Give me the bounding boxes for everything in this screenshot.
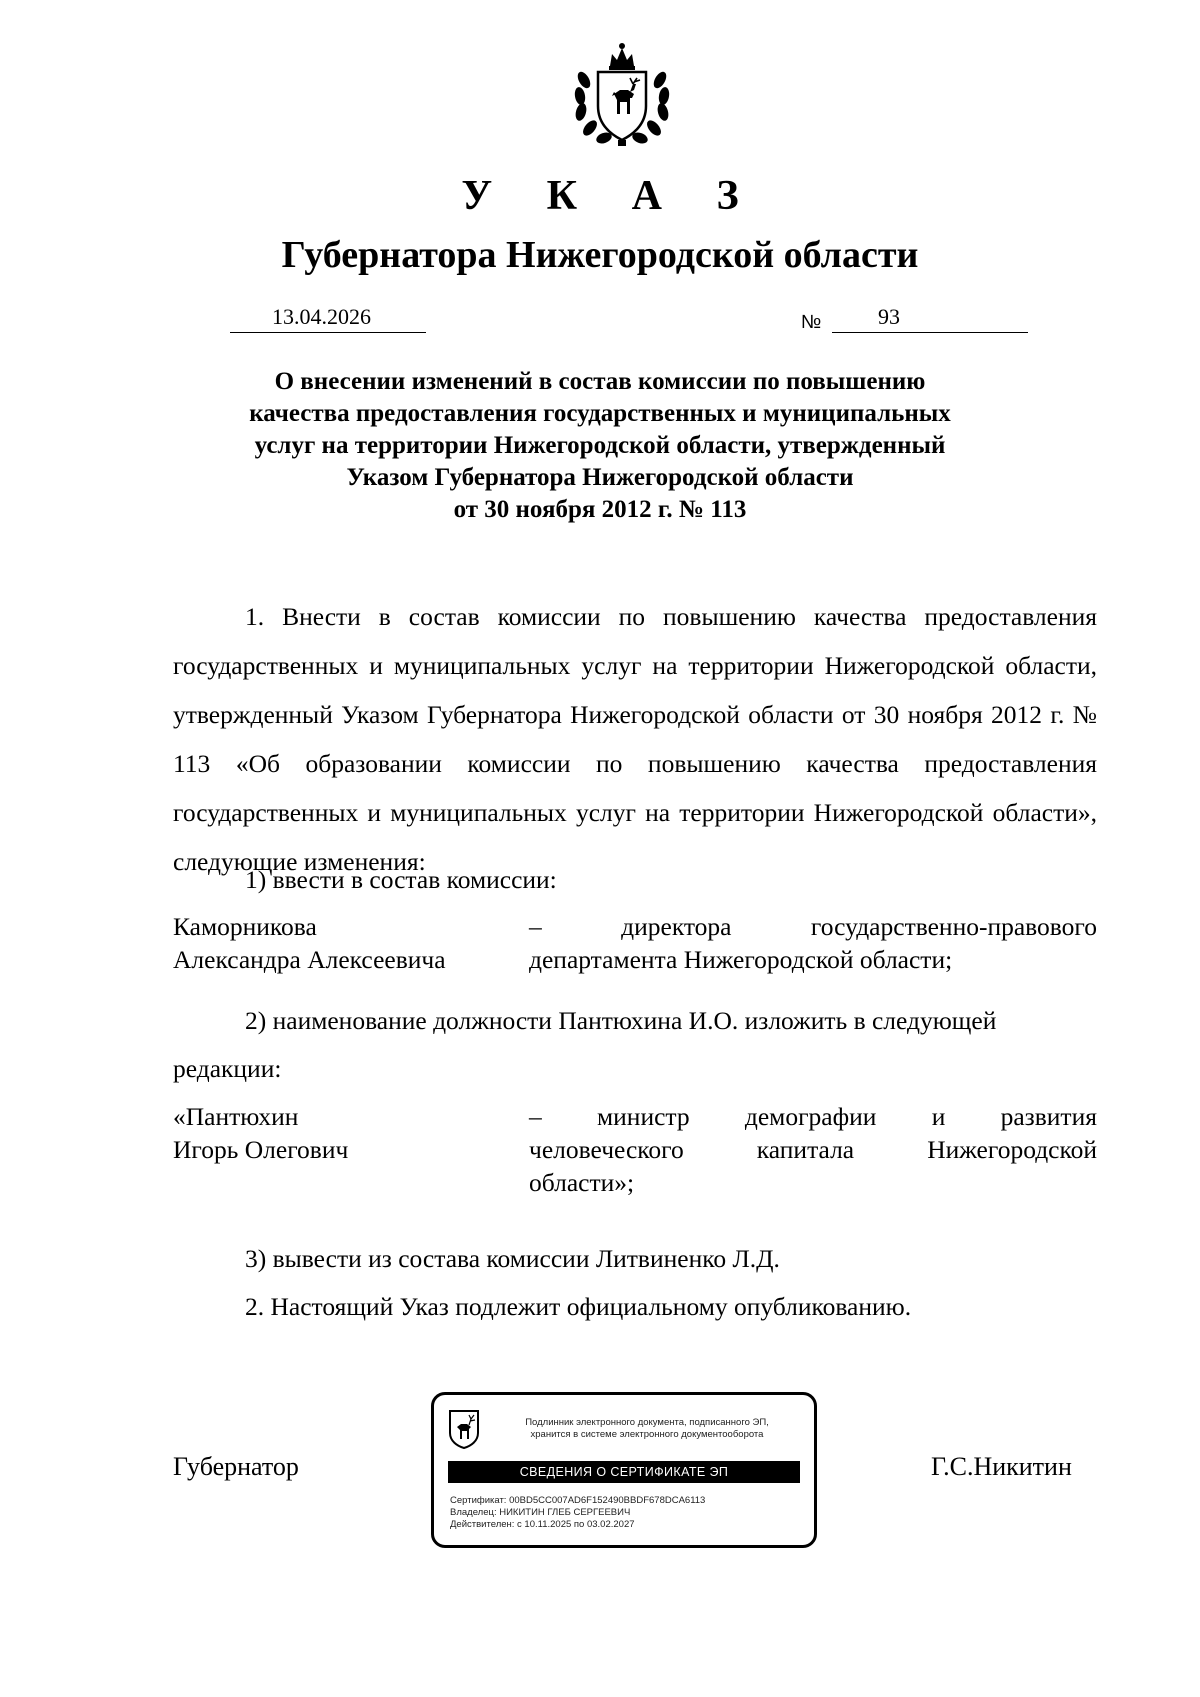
electronic-signature-stamp: [431, 1392, 817, 1548]
document-subject: [180, 366, 1020, 526]
item-2: 2) наименование должности Пантюхина И.О. изложить в следующей: [245, 1006, 997, 1035]
word: человеческого: [529, 1135, 684, 1164]
certificate-owner: Владелец: НИКИТИН ГЛЕБ СЕРГЕЕВИЧ: [450, 1507, 631, 1518]
member-given-name: Александра Алексеевича: [173, 945, 446, 974]
word: государственно-правового: [810, 912, 1097, 941]
word: демографии: [744, 1102, 877, 1131]
description-line: департамента Нижегородской области;: [529, 945, 953, 974]
coat-of-arms-icon: [448, 1409, 480, 1449]
issuer-title: Губернатора Нижегородской области: [281, 234, 919, 276]
member-entry-2: [173, 1100, 1097, 1200]
subject-line: О внесении изменений в состав комиссии по повышению: [274, 368, 926, 395]
item-1: 1) ввести в состав комиссии:: [245, 865, 557, 894]
subject-line: Указом Губернатора Нижегородской области: [346, 464, 854, 491]
certificate-validity: Действителен: с 10.11.2025 по 03.02.2027: [450, 1519, 635, 1530]
document-number-field: [832, 304, 1028, 333]
member-surname: «Пантюхин: [173, 1102, 299, 1131]
document-date-field: [230, 304, 426, 333]
document-number: 93: [878, 304, 900, 329]
subject-line: качества предоставления государственных и муниципальных: [249, 400, 951, 427]
member-entry-1: [173, 910, 1097, 976]
signer-name: Г.С.Никитин: [931, 1452, 1072, 1481]
subject-line: от 30 ноября 2012 г. № 113: [453, 496, 747, 523]
item-3: 3) вывести из состава комиссии Литвиненко Л.Д.: [245, 1244, 780, 1273]
description-line: области»;: [529, 1168, 635, 1197]
certificate-serial: Сертификат: 00BD5CC007AD6F152490BBDF678DCA6113: [450, 1495, 706, 1506]
document-date: 13.04.2026: [272, 304, 371, 329]
member-name: [173, 1100, 503, 1166]
description-line: [529, 1133, 1097, 1166]
number-label: №: [801, 312, 822, 333]
certificate-info-header: СВЕДЕНИЯ О СЕРТИФИКАТЕ ЭП: [448, 1461, 800, 1483]
stamp-notice-line: Подлинник электронного документа, подписанного ЭП,: [525, 1417, 769, 1428]
word: развития: [1000, 1102, 1097, 1131]
word: министр: [597, 1102, 690, 1131]
member-surname: Каморникова: [173, 912, 317, 941]
member-description: [529, 910, 1097, 976]
word: капитала: [756, 1135, 855, 1164]
word: директора: [621, 912, 732, 941]
subject-line: услуг на территории Нижегородской области, утвержденный: [254, 432, 946, 459]
coat-of-arms-emblem: [570, 40, 674, 148]
word: и: [931, 1102, 946, 1131]
stamp-notice-line: хранится в системе электронного документооборота: [530, 1429, 764, 1440]
dash: –: [529, 912, 542, 941]
paragraph-1: 1. Внести в состав комиссии по повышению качества предоставления государственных и муниципальных услуг на территории Нижегородской области, утвержденный Указом Губернатора Нижегородской области от 30 ноября 2012 г. № 113 «Об образовании комиссии по повышению качества предоставления государственных и муниципальных услуг на территории Нижегородской области», следующие изменения:: [173, 602, 1097, 876]
description-line: [529, 1100, 1097, 1133]
member-description: [529, 1100, 1097, 1199]
description-line: [529, 910, 1097, 943]
word: Нижегородской: [927, 1135, 1097, 1164]
signer-position: Губернатор: [173, 1452, 299, 1481]
item-2-continuation: редакции:: [173, 1054, 282, 1083]
member-given-name: Игорь Олегович: [173, 1135, 349, 1164]
document-type-title: У К А З: [461, 173, 761, 219]
member-name: [173, 910, 503, 976]
dash: –: [529, 1102, 542, 1131]
paragraph-2: 2. Настоящий Указ подлежит официальному опубликованию.: [245, 1292, 912, 1321]
